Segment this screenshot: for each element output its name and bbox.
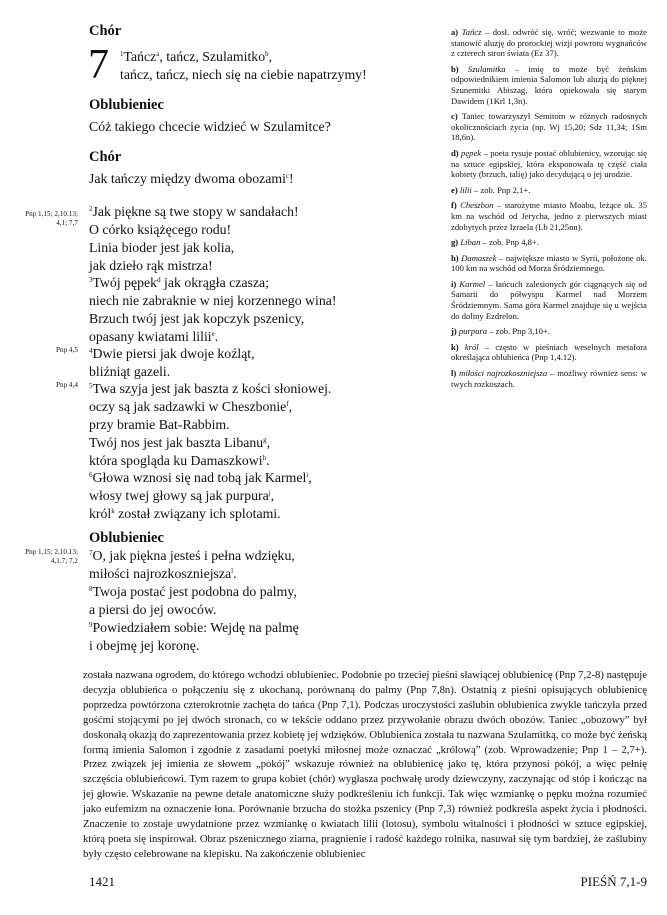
- verse-text: niech nie zabraknie w niej korzennego wina!: [89, 293, 337, 308]
- verse-text: opasany kwiatami lilii: [89, 329, 212, 344]
- footnote-text: – dosł. odwróć się, wróć; wezwanie to może stanowić aluzję do prorockiej wizji powrotu wygnańców z czterech stron świata (Ez 37).: [451, 27, 647, 59]
- footnote-label: f): [451, 200, 461, 211]
- verse-text: a piersi do jej owoców.: [89, 602, 217, 617]
- verse-marker: j: [268, 489, 271, 497]
- verse-line: [89, 398, 292, 416]
- verse-line: [89, 310, 304, 328]
- verse-text: , tańcz, Szulamitko: [159, 49, 266, 64]
- verse-text: Twój nos jest jak baszta Libanu: [89, 435, 264, 450]
- margin-cross-reference: Pnp 1,15; 2,10.13; 4,1; 7,7: [25, 210, 78, 227]
- footnote: [451, 342, 647, 363]
- verse-line: [89, 547, 295, 565]
- verse-marker: 8: [89, 585, 93, 593]
- verse-marker: 9: [89, 621, 93, 629]
- verse-text: .: [233, 566, 237, 581]
- verse-marker: 2: [89, 205, 93, 213]
- verse-line: [120, 66, 367, 84]
- verse-text: jak dzieło rąk mistrza!: [89, 258, 213, 273]
- verse-line: [89, 505, 281, 523]
- section-heading-oblubieniec: Oblubieniec: [89, 97, 164, 113]
- footnote: [451, 253, 647, 274]
- verse-text: ,: [266, 435, 271, 450]
- footnote-keyword: król: [464, 341, 479, 352]
- verse-marker: h: [262, 454, 267, 462]
- verse-marker: c: [285, 172, 290, 180]
- verse-text: która spogląda ku Damaszkowi: [89, 453, 263, 468]
- verse-text: Twoja postać jest podobna do palmy,: [92, 584, 297, 599]
- verse-line: [89, 434, 270, 452]
- footnote-label: j): [451, 326, 459, 337]
- verse-line: [89, 239, 234, 257]
- verse-marker: a: [156, 50, 160, 58]
- verse-text: Powiedziałem sobie: Wejdę na palmę: [92, 620, 299, 635]
- verse-marker: f: [286, 400, 289, 408]
- footnote-keyword: Cheszbon: [460, 200, 494, 211]
- verse-line: [89, 363, 170, 381]
- verse-marker: i: [306, 471, 309, 479]
- footnote-keyword: pępek: [461, 147, 482, 158]
- section-heading-oblubieniec: Oblubieniec: [89, 530, 164, 546]
- verse-marker: b: [265, 50, 269, 58]
- footnote-keyword: miłości najrozkoszniejsza: [459, 368, 548, 379]
- verse-text: Jak tańczy między dwoma obozami: [89, 171, 286, 186]
- verse-text: oczy są jak sadzawki w Cheszbonie: [89, 399, 287, 414]
- footnote: [451, 237, 647, 248]
- verse-text: tańcz, tańcz, niech się na ciebie napatrzymy!: [120, 67, 367, 82]
- footnote-keyword: Liban: [460, 237, 481, 248]
- verse-text: !: [289, 171, 294, 186]
- footnote-text: – największe miasto w Syrii, położone ok. 100 km na wschód od Morza Śródziemnego.: [451, 252, 647, 274]
- verse-text: O córko książęcego rodu!: [89, 222, 232, 237]
- verse-line: [89, 380, 331, 398]
- verse-line: [89, 170, 294, 188]
- verse-text: Linia bioder jest jak kolia,: [89, 240, 235, 255]
- verse-marker: k: [111, 507, 115, 515]
- verse-text: .: [266, 453, 270, 468]
- footnote-text: – łańcuch zalesionych gór ciągnących się od Samarii do półwyspu Karmel nad Morzem Śródziemnym. Sama góra Karmel znajduje się u wejścia do doliny Ezdrelon.: [451, 278, 647, 321]
- verse-text: ,: [288, 399, 293, 414]
- running-head: PIEŚŃ 7,1-9: [580, 874, 647, 889]
- footnote: [451, 148, 647, 180]
- verse-text: Tańcz: [123, 49, 157, 64]
- footnote-label: a): [451, 27, 462, 37]
- verse-marker: d: [157, 276, 161, 284]
- verse-line: [89, 274, 269, 292]
- footnote-keyword: Tańcz: [461, 27, 482, 37]
- footnote-label: k): [451, 341, 465, 352]
- footnote-label: d): [451, 147, 462, 158]
- verse-marker: 7: [89, 549, 93, 557]
- footnote-text: – poeta rysuje postać oblubienicy, wzorując się na sztuce egipskiej, która eksponowała tę część ciała kobiety (brzuch, talię) jako decydującą o jej urodzie.: [451, 147, 647, 180]
- footnote-text: Taniec towarzyszył Semitom w różnych radosnych okolicznościach życia (np. Wj 15,20; Sdz 11,34; 1Sm 18,6n).: [451, 111, 647, 143]
- margin-cross-reference: Pnp 4,5: [56, 346, 78, 354]
- verse-text: .: [214, 329, 219, 344]
- footnote-text: – zob. Pnp 4,8+.: [480, 237, 539, 248]
- verse-line: [89, 221, 231, 239]
- verse-marker: l: [231, 567, 234, 575]
- verse-marker: g: [263, 436, 267, 444]
- verse-line: [89, 487, 274, 505]
- footnote-label: l): [451, 368, 460, 379]
- footnote-text: – zob. Pnp 2,1+.: [471, 184, 531, 195]
- verse-line: [89, 565, 237, 583]
- verse-line: [89, 416, 230, 434]
- verse-line: [89, 292, 336, 310]
- verse-text: włosy twej głowy są jak purpura: [89, 488, 269, 503]
- verse-line: [89, 203, 299, 221]
- section-heading-chor: Chór: [89, 149, 122, 165]
- footnote: [451, 64, 647, 106]
- verse-text: O, jak piękna jesteś i pełna wdzięku,: [92, 548, 295, 563]
- verse-line: [89, 257, 213, 275]
- footnote-label: b): [451, 63, 468, 74]
- footnote: [451, 200, 647, 232]
- verse-text: Twa szyja jest jak baszta z kości słoniowej.: [92, 381, 332, 396]
- verse-text: został związany ich splotami.: [114, 506, 281, 521]
- footnote: [451, 279, 647, 321]
- footnote: [451, 368, 647, 389]
- verse-text: ,: [308, 470, 312, 485]
- verse-text: przy bramie Bat-Rabbim.: [89, 417, 230, 432]
- verse-text: Głowa wznosi się nad tobą jak Karmel: [92, 470, 307, 485]
- verse-text: Twój pępek: [92, 275, 158, 290]
- footnote-label: i): [451, 278, 460, 289]
- verse-line: [120, 48, 272, 66]
- footnote-keyword: purpura: [458, 326, 488, 337]
- footnote: [451, 27, 647, 59]
- verse-line: [89, 583, 297, 601]
- footnote: [451, 185, 647, 196]
- footnote-keyword: Szulamitka: [467, 63, 506, 74]
- section-heading-chor: Chór: [89, 23, 122, 39]
- footnote-text: – imię to może być żeńskim odpowiednikiem imienia Salomon lub aluzją do pięknej Szunemitki Abiszag, która opiekowała się starym Dawidem (1Krl 1,3n).: [451, 63, 647, 106]
- verse-line: [89, 637, 199, 655]
- verse-text: miłości najrozkoszniejsza: [89, 566, 232, 581]
- footnote-keyword: Karmel: [459, 278, 486, 289]
- verse-line: [89, 345, 255, 363]
- margin-cross-reference: Pnp 4,4: [56, 381, 78, 389]
- footnote-label: h): [451, 252, 462, 263]
- verse-marker: 6: [89, 471, 93, 479]
- verse-line: [89, 619, 299, 637]
- footnotes-column: [451, 27, 647, 394]
- footnote-label: e): [451, 184, 460, 195]
- footnote-text: – starożytne miasto Moabu, leżące ok. 35 km na wschód od Jerycha, jedno z pierwszych miast zdobytych przez Izraela (Lb 21,25nn).: [451, 200, 648, 232]
- commentary-text: [83, 668, 647, 862]
- verse-text: Jak piękne są twe stopy w sandałach!: [92, 204, 299, 219]
- commentary-paragraph: została nazwana ogrodem, do którego wchodzi oblubieniec. Podobnie po trzeciej pieśni sławiącej oblubienicę (Pnp 7,2-8) następuje decyzja oblubieńca o połączeniu się z ukochaną, porównaną do palmy (Pnp 7,8n). Ostatnią z pieśni opisujących oblubienicę poprzedza powtórzona czterokrotnie zachęta do tańca (Pnp 7,1). Podczas uroczystości zaślubin oblubienica zwykle tańczyła przed gośćmi stojącymi po jej dwóch stronach, co w tekście oddano przez przywołanie obrazu dwóch obozów. Taniec „obozowy” był doskonałą okazją do zaprezentowania przez kobietę jej wdzięków. Oblubienica została tu nazwana Szulamitką, co może być żeńską formą imienia Salomon i zgodnie z zasadami poetyki miłosnej może oznaczać „królową” (zob. Wprowadzenie; Pnp 1 – 2,7+). Przez związek jej imienia ze słowem „pokój” wskazuje również na oblubienicę jako tę, która przynosi pokój, a więc pełnię szczęścia oblubieńcowi. Tym razem to grupa kobiet (chór) wygłasza pochwałę urody dziewczyny, zaczynając od stóp i kończąc na jej głowie. Wskazanie na pewne detale anatomiczne służy podkreśleniu ich funkcji. Tak więc wzmiankę o pępku można rozumieć jako eufemizm na oznaczenie łona. Porównanie brzucha do stożka pszenicy (Pnp 7,3) również podkreśla aspekt życia i płodności. Znaczenie to zostaje uwydatnione przez wzmiankę o kwiatach lilii (lotosu), symbolu witalności i płodności w sztuce egipskiej, którą poeta się inspirował. Obraz pszenicznego ziarna, pragnienie i radość każdego rolnika, nasuwał się tym bardziej, że zaślubiny były często celebrowane na klepisku. Na zakończenie oblubieniec: [83, 669, 647, 860]
- verse-marker: 4: [89, 347, 93, 355]
- verse-line: [89, 469, 312, 487]
- verse-text: Dwie piersi jak dwoje koźląt,: [92, 346, 255, 361]
- verse-text: ,: [268, 49, 273, 64]
- verse-line: [89, 118, 331, 136]
- footnote-text: – zob. Pnp 3,10+.: [487, 326, 550, 337]
- verse-line: [89, 328, 218, 346]
- chapter-number: 7: [88, 42, 109, 88]
- verse-text: Brzuch twój jest jak kopczyk pszenicy,: [89, 311, 305, 326]
- footnote: [451, 111, 647, 143]
- footnote-keyword: lilii: [459, 184, 472, 195]
- verse-marker: 3: [89, 276, 93, 284]
- page-number: 1421: [89, 874, 115, 889]
- footnote-label: g): [451, 237, 461, 248]
- footnote-keyword: Damaszek: [461, 252, 497, 263]
- footnote-text: – często w pieśniach weselnych metafora określająca oblubieńca (Pnp 1,4.12).: [451, 341, 647, 363]
- footnote-label: c): [451, 111, 462, 122]
- verse-text: jak okrągła czasza;: [160, 275, 269, 290]
- verse-marker: 5: [89, 382, 93, 390]
- verse-line: [89, 601, 216, 619]
- verse-text: Cóż takiego chcecie widzieć w Szulamitce?: [89, 119, 331, 134]
- footnote-text: – możliwy również sens: w twych rozkoszach.: [451, 368, 648, 389]
- verse-marker: 1: [120, 50, 124, 58]
- verse-text: ,: [270, 488, 275, 503]
- footnote: [451, 326, 647, 337]
- verse-text: król: [89, 506, 112, 521]
- verse-marker: e: [211, 330, 215, 338]
- verse-text: i obejmę jej koronę.: [89, 638, 200, 653]
- margin-cross-reference: Pnp 1,15; 2,10.13; 4,1.7; 7,2: [25, 548, 78, 565]
- verse-line: [89, 452, 270, 470]
- verse-text: bliźniąt gazeli.: [89, 364, 171, 379]
